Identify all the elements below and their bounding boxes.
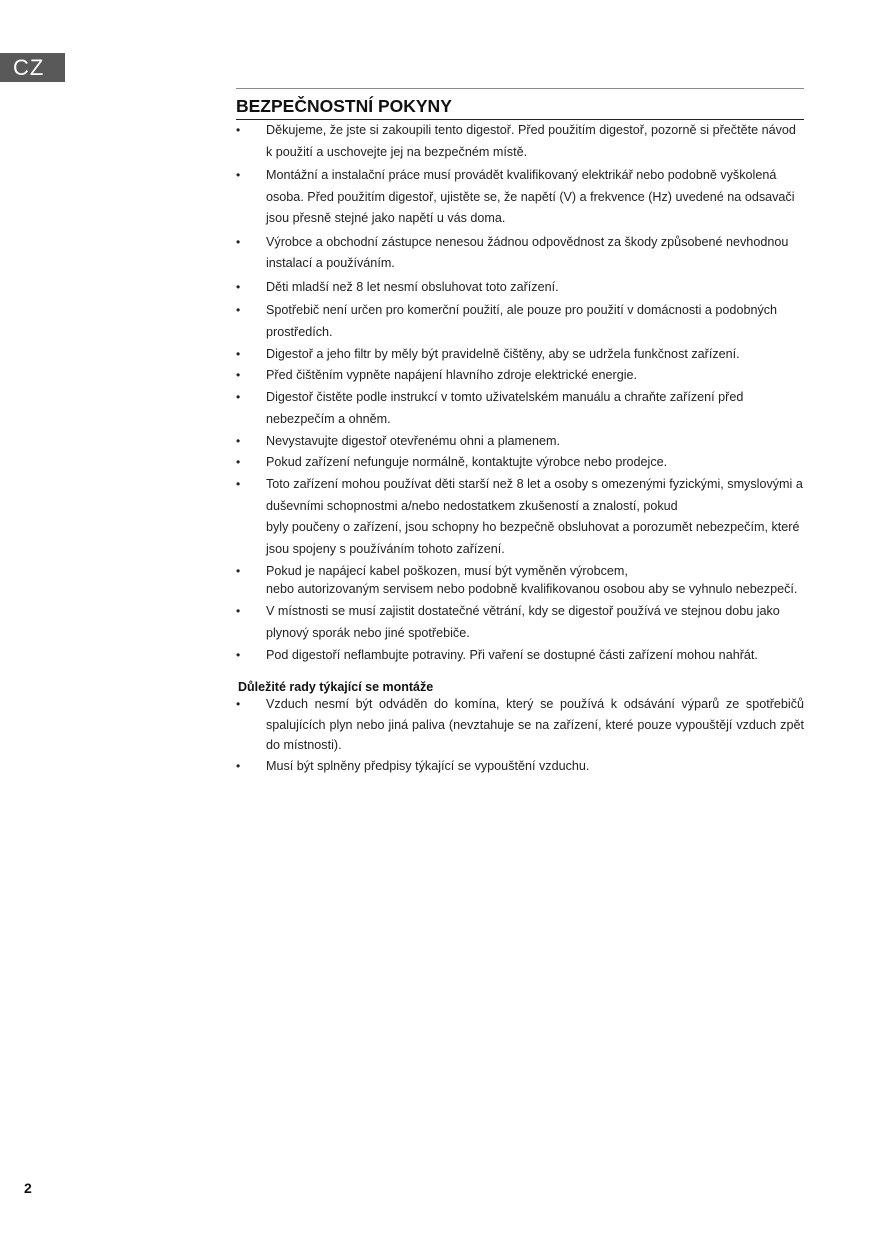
mounting-list bbox=[236, 694, 804, 776]
list-item: • Vzduch nesmí být odváděn do komína, který se používá k odsávání výparů ze spotřebičů spalujících plyn nebo jiná paliva (nevztahuje se na zařízení, které pouze vypouštějí vzduch zpět do místnosti). bbox=[236, 694, 804, 756]
safety-section bbox=[236, 88, 804, 776]
list-item: nebo autorizovaným servisem nebo podobně kvalifikovanou osobou aby se vyhnulo nebezpečí. bbox=[266, 582, 798, 596]
list-item: • Pokud je napájecí kabel poškozen, musí být vyměněn výrobcem, bbox=[236, 562, 804, 580]
mounting-subheading: Důležité rady týkající se montáže bbox=[238, 680, 434, 694]
list-item: • Spotřebič není určen pro komerční použití, ale pouze pro použití v domácnosti a podobných prostředích. bbox=[236, 300, 804, 343]
list-item: • Pod digestoří neflambujte potraviny. Při vaření se dostupné části zařízení mohou nahřát. bbox=[236, 646, 804, 664]
list-item: • V místnosti se musí zajistit dostatečné větrání, kdy se digestoř používá ve stejnou dobu jako plynový sporák nebo jiné spotřebiče. bbox=[236, 601, 804, 644]
page-title: BEZPEČNOSTNÍ POKYNY bbox=[236, 89, 804, 120]
list-item: • Děti mladší než 8 let nesmí obsluhovat toto zařízení. bbox=[236, 277, 804, 299]
list-item: • Musí být splněny předpisy týkající se vypouštění vzduchu. bbox=[236, 756, 804, 777]
list-item: • Digestoř čistěte podle instrukcí v tomto uživatelském manuálu a chraňte zařízení před nebezpečím a ohněm. bbox=[236, 387, 804, 430]
list-item: • Montážní a instalační práce musí provádět kvalifikovaný elektrikář nebo podobně vyškolená osoba. Před použitím digestoř, ujistěte se, že napětí (V) a frekvence (Hz) uvedené na odsavači jsou přesně stejné jako napětí u vás doma. bbox=[236, 165, 804, 230]
page-number: 2 bbox=[24, 1180, 32, 1196]
safety-list bbox=[236, 120, 804, 664]
list-item: • Nevystavujte digestoř otevřenému ohni a plamenem. bbox=[236, 432, 804, 450]
list-item: • Toto zařízení mohou používat děti starší než 8 let a osoby s omezenými fyzickými, smyslovými a duševními schopnostmi a/nebo nedostatkem zkušeností a znalostí, pokud bbox=[236, 474, 804, 517]
list-item: • Výrobce a obchodní zástupce nenesou žádnou odpovědnost za škody způsobené nevhodnou instalací a používáním. bbox=[236, 232, 804, 275]
list-item: byly poučeny o zařízení, jsou schopny ho bezpečně obsluhovat a porozumět nebezpečím, které jsou spojeny s používáním tohoto zařízení. bbox=[266, 520, 800, 556]
list-item: • Děkujeme, že jste si zakoupili tento digestoř. Před použitím digestoř, pozorně si přečtěte návod k použití a uschovejte jej na bezpečném místě. bbox=[236, 120, 804, 163]
language-tab: CZ bbox=[0, 53, 65, 82]
list-item: • Pokud zařízení nefunguje normálně, kontaktujte výrobce nebo prodejce. bbox=[236, 453, 804, 471]
list-item: • Před čištěním vypněte napájení hlavního zdroje elektrické energie. bbox=[236, 366, 804, 384]
list-item: • Digestoř a jeho filtr by měly být pravidelně čištěny, aby se udržela funkčnost zařízení. bbox=[236, 345, 804, 363]
